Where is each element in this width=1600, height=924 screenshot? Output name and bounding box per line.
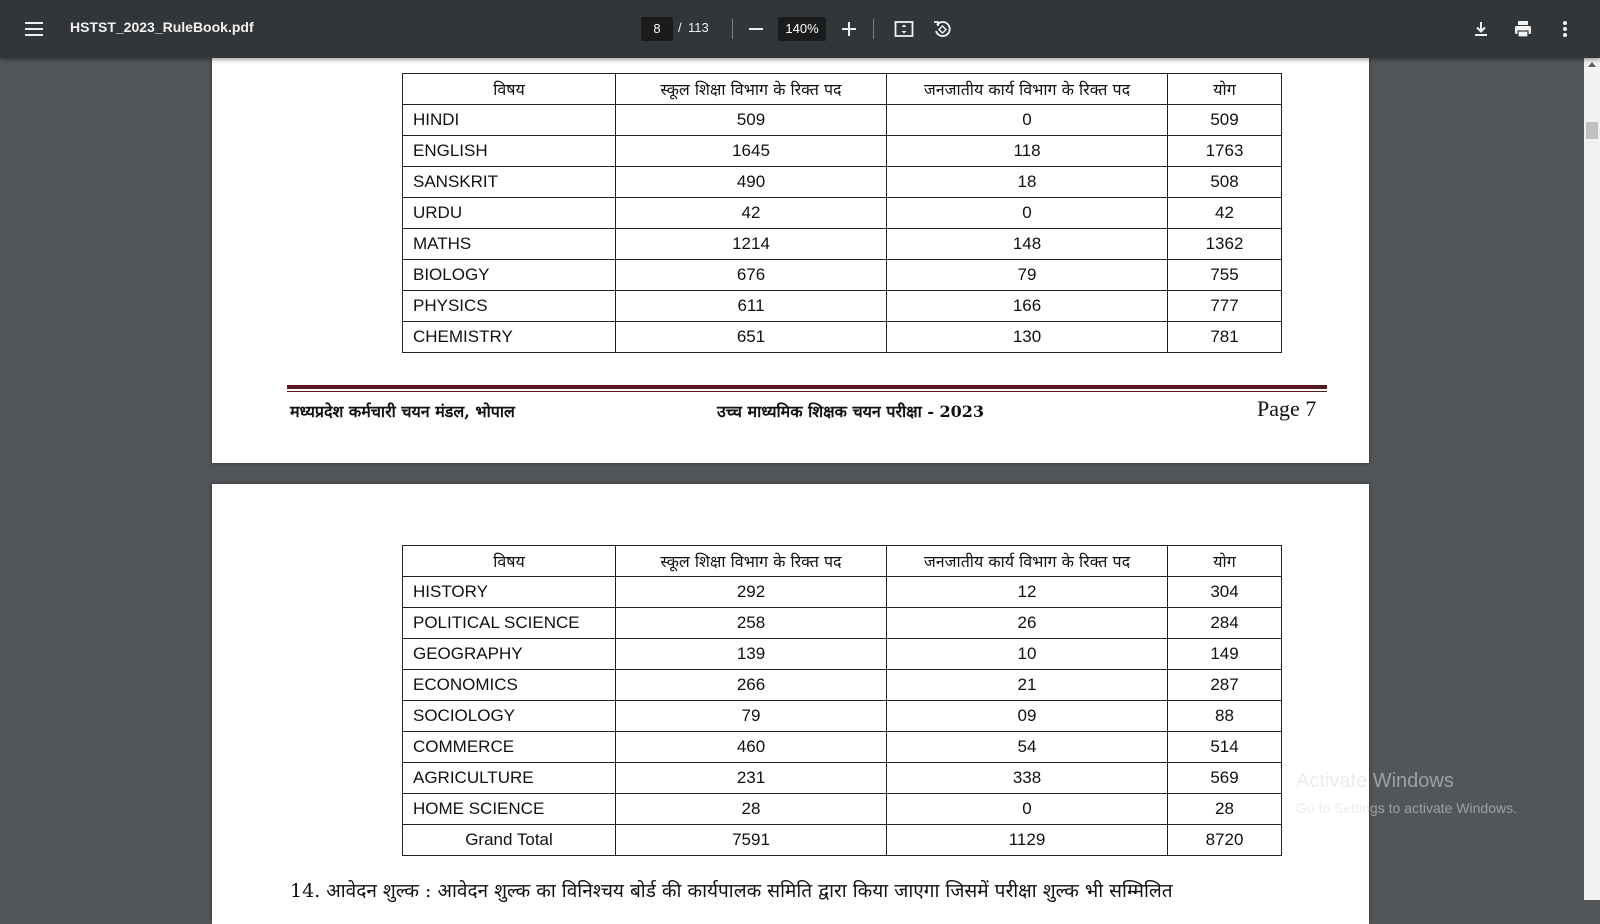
tribal-cell: 10 (887, 639, 1168, 670)
tribal-cell: 18 (887, 167, 1168, 198)
tribal-cell: 166 (887, 291, 1168, 322)
header-total: योग (1168, 74, 1282, 105)
table-row (403, 291, 1282, 322)
zoom-in-icon[interactable] (835, 15, 863, 43)
school-edu-cell: 292 (616, 577, 887, 608)
zoom-out-icon[interactable] (742, 15, 770, 43)
subject-cell: ECONOMICS (403, 670, 616, 701)
table-row (403, 670, 1282, 701)
page-number-input[interactable]: 8 (641, 17, 673, 41)
school-edu-cell: 1214 (616, 229, 887, 260)
menu-icon[interactable] (22, 17, 46, 41)
school-edu-cell: 460 (616, 732, 887, 763)
zoom-level-input[interactable]: 140% (778, 17, 826, 41)
grand-total-label: Grand Total (403, 825, 616, 856)
tribal-cell: 12 (887, 577, 1168, 608)
more-vert-icon[interactable] (1551, 15, 1579, 43)
total-cell: 514 (1168, 732, 1282, 763)
table-row (403, 639, 1282, 670)
table-row (403, 322, 1282, 353)
table-row (403, 105, 1282, 136)
total-cell: 1362 (1168, 229, 1282, 260)
footer-exam-title: उच्च माध्यमिक शिक्षक चयन परीक्षा - 2023 (717, 402, 985, 421)
page-separator: / (678, 20, 682, 35)
header-total: योग (1168, 546, 1282, 577)
footer-rule (287, 385, 1327, 389)
school-edu-cell: 611 (616, 291, 887, 322)
toolbar-divider (873, 19, 874, 39)
tribal-cell: 118 (887, 136, 1168, 167)
table-header-row (403, 546, 1282, 577)
rotate-icon[interactable] (928, 15, 956, 43)
tribal-cell: 0 (887, 198, 1168, 229)
total-cell: 149 (1168, 639, 1282, 670)
subject-cell: MATHS (403, 229, 616, 260)
total-cell: 781 (1168, 322, 1282, 353)
scrollbar-thumb[interactable] (1586, 122, 1598, 139)
table-row (403, 136, 1282, 167)
table-row (403, 608, 1282, 639)
total-cell: 509 (1168, 105, 1282, 136)
total-cell: 569 (1168, 763, 1282, 794)
total-cell: 284 (1168, 608, 1282, 639)
activate-windows-subtitle: Go to Settings to activate Windows. (1296, 800, 1517, 816)
tribal-cell: 54 (887, 732, 1168, 763)
subject-cell: SOCIOLOGY (403, 701, 616, 732)
tribal-cell: 0 (887, 794, 1168, 825)
table-row (403, 701, 1282, 732)
tribal-cell: 79 (887, 260, 1168, 291)
subject-cell: POLITICAL SCIENCE (403, 608, 616, 639)
subject-cell: ENGLISH (403, 136, 616, 167)
document-title: HSTST_2023_RuleBook.pdf (70, 19, 254, 35)
subject-cell: AGRICULTURE (403, 763, 616, 794)
application-fee-paragraph: 14. आवेदन शुल्क : आवेदन शुल्क का विनिश्चय बोर्ड की कार्यपालक समिति द्वारा किया जाएगा जिसमें परीक्षा शुल्क भी सम्मिलित (290, 880, 1173, 902)
school-edu-cell: 266 (616, 670, 887, 701)
total-cell: 287 (1168, 670, 1282, 701)
tribal-cell: 09 (887, 701, 1168, 732)
table-row (403, 732, 1282, 763)
school-edu-cell: 509 (616, 105, 887, 136)
tribal-cell: 148 (887, 229, 1168, 260)
pdf-page-8 (212, 484, 1369, 924)
subject-cell: URDU (403, 198, 616, 229)
footer-rule-thin (287, 391, 1327, 392)
print-icon[interactable] (1509, 15, 1537, 43)
vertical-scrollbar[interactable] (1584, 58, 1600, 900)
table-row (403, 763, 1282, 794)
table-row (403, 198, 1282, 229)
subject-cell: HINDI (403, 105, 616, 136)
school-edu-cell: 1645 (616, 136, 887, 167)
scroll-up-arrow-icon[interactable] (1588, 62, 1596, 67)
pdf-page-7 (212, 40, 1369, 463)
vacancy-table-page-7 (402, 73, 1282, 353)
school-edu-cell: 231 (616, 763, 887, 794)
school-edu-cell: 490 (616, 167, 887, 198)
subject-cell: PHYSICS (403, 291, 616, 322)
subject-cell: COMMERCE (403, 732, 616, 763)
school-edu-cell: 79 (616, 701, 887, 732)
page-total: 113 (688, 20, 709, 35)
subject-cell: BIOLOGY (403, 260, 616, 291)
header-subject: विषय (403, 546, 616, 577)
grand-total-school-edu: 7591 (616, 825, 887, 856)
subject-cell: HOME SCIENCE (403, 794, 616, 825)
tribal-cell: 338 (887, 763, 1168, 794)
grand-total-row (403, 825, 1282, 856)
header-school-edu-vacancies: स्कूल शिक्षा विभाग के रिक्त पद (616, 74, 887, 105)
grand-total-tribal: 1129 (887, 825, 1168, 856)
toolbar-divider (732, 19, 733, 39)
subject-cell: SANSKRIT (403, 167, 616, 198)
total-cell: 88 (1168, 701, 1282, 732)
header-subject: विषय (403, 74, 616, 105)
total-cell: 42 (1168, 198, 1282, 229)
activate-windows-title: Activate Windows (1296, 770, 1454, 792)
header-tribal-affairs-vacancies: जनजातीय कार्य विभाग के रिक्त पद (887, 546, 1168, 577)
table-row (403, 260, 1282, 291)
school-edu-cell: 139 (616, 639, 887, 670)
table-row (403, 794, 1282, 825)
school-edu-cell: 676 (616, 260, 887, 291)
total-cell: 1763 (1168, 136, 1282, 167)
total-cell: 304 (1168, 577, 1282, 608)
subject-cell: HISTORY (403, 577, 616, 608)
header-tribal-affairs-vacancies: जनजातीय कार्य विभाग के रिक्त पद (887, 74, 1168, 105)
subject-cell: CHEMISTRY (403, 322, 616, 353)
school-edu-cell: 42 (616, 198, 887, 229)
fit-page-icon[interactable] (890, 15, 918, 43)
total-cell: 28 (1168, 794, 1282, 825)
tribal-cell: 0 (887, 105, 1168, 136)
total-cell: 755 (1168, 260, 1282, 291)
footer-page-number: Page 7 (1257, 396, 1317, 421)
total-cell: 508 (1168, 167, 1282, 198)
vacancy-table-page-8 (402, 545, 1282, 856)
tribal-cell: 21 (887, 670, 1168, 701)
total-cell: 777 (1168, 291, 1282, 322)
table-row (403, 577, 1282, 608)
tribal-cell: 26 (887, 608, 1168, 639)
grand-total-sum: 8720 (1168, 825, 1282, 856)
table-row (403, 167, 1282, 198)
school-edu-cell: 651 (616, 322, 887, 353)
footer-organization: मध्यप्रदेश कर्मचारी चयन मंडल, भोपाल (290, 402, 515, 421)
header-school-edu-vacancies: स्कूल शिक्षा विभाग के रिक्त पद (616, 546, 887, 577)
school-edu-cell: 258 (616, 608, 887, 639)
download-icon[interactable] (1467, 15, 1495, 43)
tribal-cell: 130 (887, 322, 1168, 353)
pdf-toolbar (0, 0, 1600, 58)
table-row (403, 229, 1282, 260)
school-edu-cell: 28 (616, 794, 887, 825)
table-header-row (403, 74, 1282, 105)
subject-cell: GEOGRAPHY (403, 639, 616, 670)
